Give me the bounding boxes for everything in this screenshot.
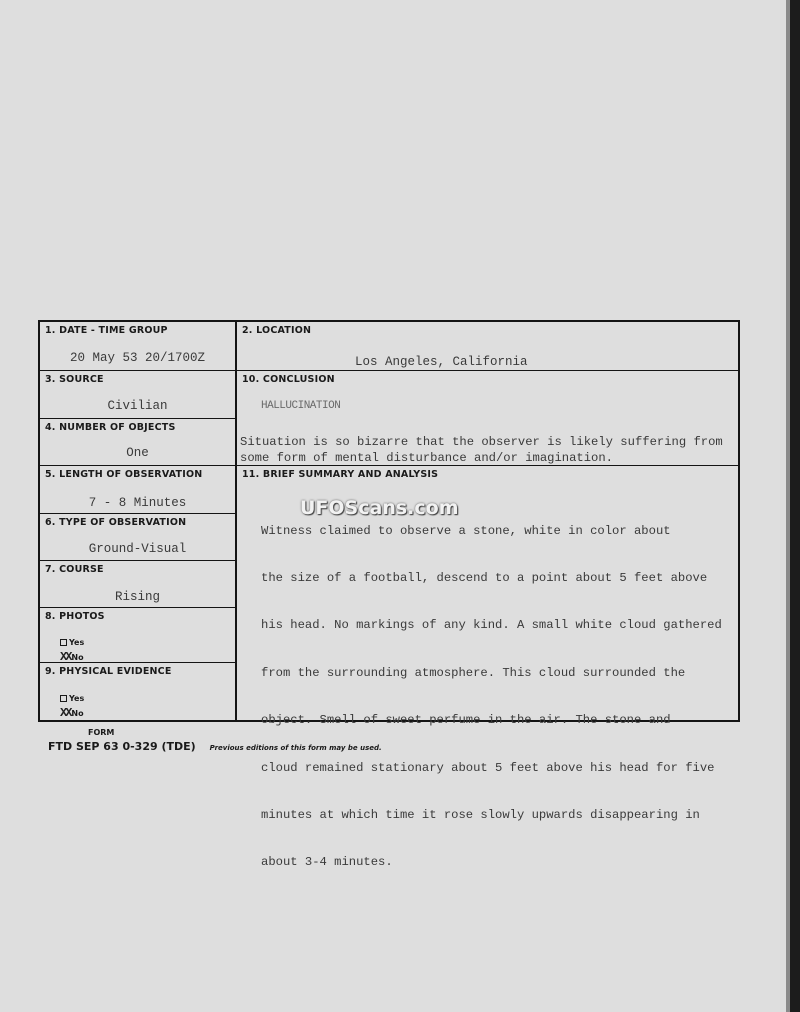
course-label: 7. COURSE <box>45 564 104 575</box>
photos-label: 8. PHOTOS <box>45 611 105 622</box>
conclusion-cell <box>237 371 738 466</box>
evidence-label: 9. PHYSICAL EVIDENCE <box>45 666 172 677</box>
length-label: 5. LENGTH OF OBSERVATION <box>45 469 203 480</box>
photos-no-label: No <box>71 653 84 662</box>
summary-line: from the surrounding atmosphere. This cloud surrounded the <box>261 665 686 680</box>
form-word: FORM <box>88 728 115 737</box>
summary-line: about 3-4 minutes. <box>261 855 393 870</box>
evidence-yes-option <box>60 694 84 703</box>
previous-editions-note: Previous editions of this form may be used. <box>209 744 382 752</box>
typed-x-mark: XX <box>60 650 71 664</box>
photos-yes-label: Yes <box>69 638 85 647</box>
location-value: Los Angeles, California <box>355 355 528 369</box>
source-label: 3. SOURCE <box>45 374 104 385</box>
conclusion-text-line1: Situation is so bizarre that the observer is likely suffering from <box>240 435 723 449</box>
evidence-no-label: No <box>71 709 84 718</box>
source-cell <box>40 371 235 419</box>
photos-yes-option <box>60 638 84 647</box>
watermark-logo: UFOScans.com <box>300 497 459 519</box>
summary-label: 11. BRIEF SUMMARY AND ANALYSIS <box>242 469 439 480</box>
summary-line: cloud remained stationary about 5 feet above his head for five <box>261 760 715 775</box>
evidence-no-option <box>60 706 84 720</box>
form-id <box>48 740 382 753</box>
conclusion-value: HALLUCINATION <box>261 400 341 412</box>
length-value: 7 - 8 Minutes <box>88 496 187 510</box>
source-value: Civilian <box>107 399 168 413</box>
photos-cell <box>40 608 235 663</box>
summary-line: his head. No markings of any kind. A small white cloud gathered <box>261 618 722 633</box>
conclusion-label: 10. CONCLUSION <box>242 374 335 385</box>
course-cell <box>40 561 235 608</box>
left-column <box>40 322 237 720</box>
location-cell <box>237 322 738 371</box>
objects-cell <box>40 419 235 466</box>
summary-line: object. Smell of sweet perfume in the air. The stone and <box>261 713 671 728</box>
form-number: FTD SEP 63 0-329 (TDE) <box>48 740 196 753</box>
date-value: 20 May 53 20/1700Z <box>69 351 206 365</box>
conclusion-text-line2: some form of mental disturbance and/or imagination. <box>240 451 613 465</box>
evidence-yes-label: Yes <box>69 694 85 703</box>
length-cell <box>40 466 235 514</box>
objects-label: 4. NUMBER OF OBJECTS <box>45 422 176 433</box>
checkbox-icon <box>60 695 67 702</box>
summary-line: the size of a football, descend to a point about 5 feet above <box>261 570 708 585</box>
summary-line: minutes at which time it rose slowly upwards disappearing in <box>261 807 700 822</box>
type-label: 6. TYPE OF OBSERVATION <box>45 517 187 528</box>
photos-no-option <box>60 650 84 664</box>
checkbox-icon <box>60 639 67 646</box>
course-value: Rising <box>114 590 160 604</box>
objects-value: One <box>126 446 149 460</box>
summary-text <box>261 492 781 903</box>
summary-line: Witness claimed to observe a stone, white in color about <box>261 523 671 538</box>
type-value: Ground-Visual <box>88 542 187 556</box>
location-label: 2. LOCATION <box>242 325 312 336</box>
scan-edge-shadow <box>790 0 800 1012</box>
type-cell <box>40 514 235 561</box>
date-time-cell <box>40 322 235 371</box>
typed-x-mark: XX <box>60 706 71 720</box>
evidence-cell <box>40 663 235 720</box>
date-label: 1. DATE - TIME GROUP <box>45 325 168 336</box>
